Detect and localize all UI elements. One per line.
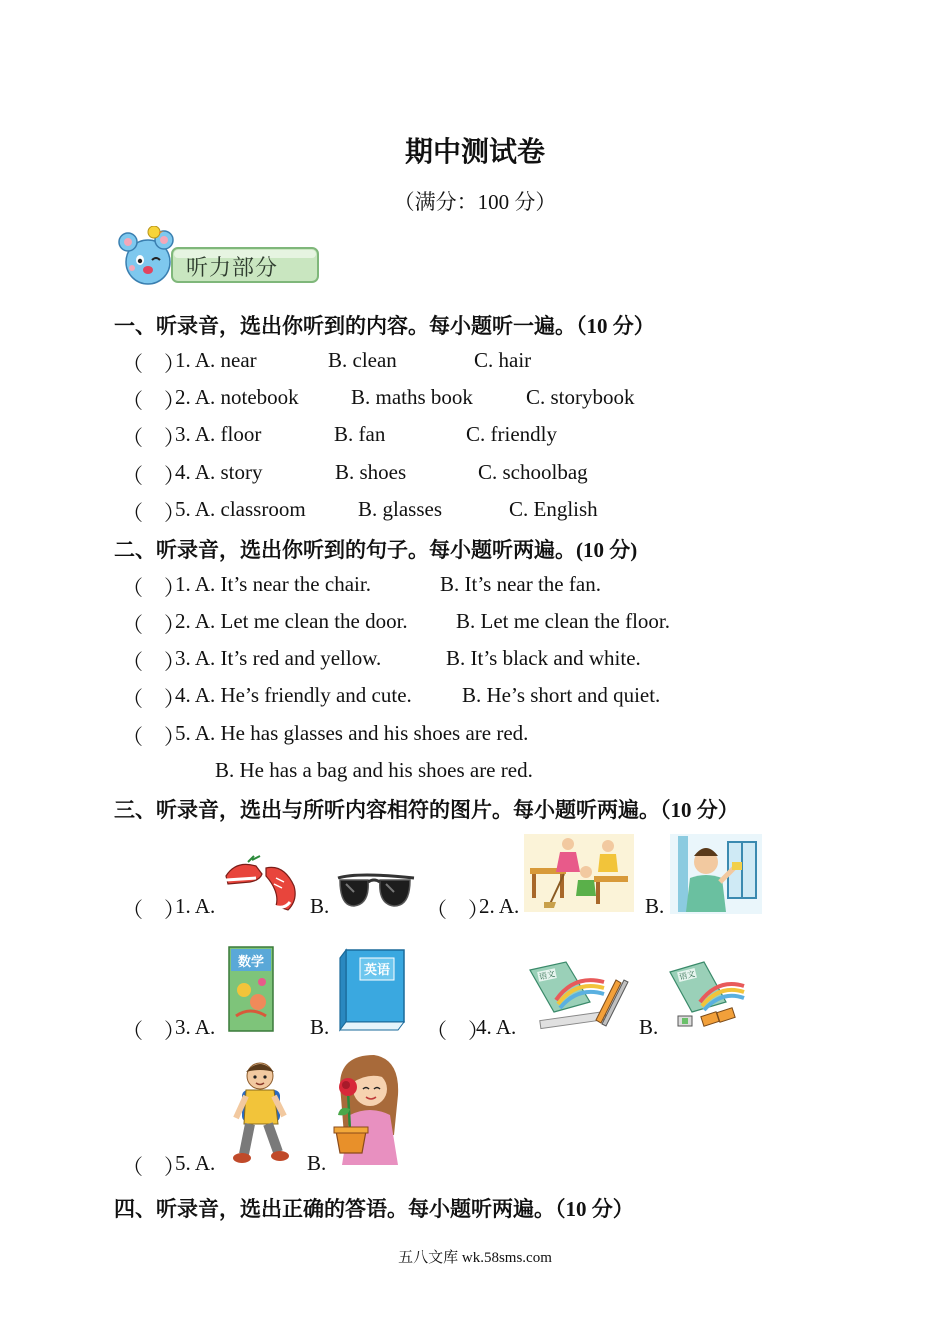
s1-q1-b: B. clean bbox=[328, 348, 397, 372]
section-1-heading: 一、听录音，选出你听到的内容。每小题听一遍。（10 分） bbox=[114, 314, 655, 338]
s3-q5-a: 5. A. bbox=[175, 1151, 216, 1175]
s3-q3-b: B. bbox=[310, 1015, 330, 1039]
s1-q4-a: 4. A. story bbox=[175, 460, 263, 484]
answer-blank: （ ） bbox=[426, 898, 489, 922]
score-note: （满分：100 分） bbox=[393, 190, 557, 214]
chinese-book-title-b: 语文 bbox=[678, 969, 696, 982]
s1-q4-c: C. schoolbag bbox=[478, 460, 588, 484]
classroom-cleaning-picture bbox=[524, 834, 634, 912]
answer-blank: （ ） bbox=[122, 426, 185, 450]
s1-q5-b: B. glasses bbox=[358, 497, 442, 521]
s3-q1-b: B. bbox=[310, 894, 330, 918]
english-book-picture bbox=[338, 946, 408, 1032]
s1-q5-c: C. English bbox=[509, 497, 598, 521]
window-cleaning-picture bbox=[670, 834, 762, 914]
s2-q5-a: 5. A. He has glasses and his shoes are red. bbox=[175, 721, 529, 745]
answer-blank: （ ） bbox=[122, 613, 185, 637]
s2-q4-a: 4. A. He’s friendly and cute. bbox=[175, 683, 412, 707]
s2-q3-b: B. It’s black and white. bbox=[446, 646, 641, 670]
s2-q2-a: 2. A. Let me clean the door. bbox=[175, 609, 408, 633]
s1-q4-b: B. shoes bbox=[335, 460, 407, 484]
s3-q3-a: 3. A. bbox=[175, 1015, 216, 1039]
section-4-heading: 四、听录音，选出正确的答语。每小题听两遍。（10 分） bbox=[114, 1197, 634, 1221]
answer-blank: （ ） bbox=[122, 1019, 185, 1043]
s1-q1-c: C. hair bbox=[474, 348, 532, 372]
s3-q5-b: B. bbox=[307, 1151, 327, 1175]
answer-blank: （ ） bbox=[122, 352, 185, 376]
page-title: 期中测试卷 bbox=[404, 137, 545, 168]
chinese-book-eraser-picture bbox=[666, 960, 756, 1032]
answer-blank: （ ） bbox=[122, 389, 185, 413]
s3-q2-b: B. bbox=[645, 894, 665, 918]
math-book-title: 数学 bbox=[237, 955, 265, 970]
boy-with-schoolbag-picture bbox=[228, 1060, 292, 1168]
s1-q3-c: C. friendly bbox=[466, 422, 557, 446]
s3-q2-a: 2. A. bbox=[479, 894, 520, 918]
shoes-picture bbox=[222, 854, 300, 914]
s2-q2-b: B. Let me clean the floor. bbox=[456, 609, 671, 633]
sunglasses-picture bbox=[336, 870, 416, 914]
girl-with-flower-picture bbox=[330, 1055, 402, 1167]
badge-label: 听力部分 bbox=[186, 256, 279, 281]
answer-blank: （ ） bbox=[122, 898, 185, 922]
s2-q3-a: 3. A. It’s red and yellow. bbox=[175, 646, 382, 670]
english-book-title: 英语 bbox=[363, 963, 391, 978]
chinese-book-title-a: 语文 bbox=[538, 969, 556, 982]
s2-q4-b: B. He’s short and quiet. bbox=[462, 683, 661, 707]
answer-blank: （ ） bbox=[122, 687, 185, 711]
s1-q5-a: 5. A. classroom bbox=[175, 497, 306, 521]
math-book-picture bbox=[228, 946, 274, 1032]
s2-q5-b: B. He has a bag and his shoes are red. bbox=[215, 758, 533, 782]
s2-q1-b: B. It’s near the fan. bbox=[440, 572, 601, 596]
s1-q3-b: B. fan bbox=[334, 422, 386, 446]
chinese-book-pencils-picture bbox=[526, 960, 630, 1032]
s1-q3-a: 3. A. floor bbox=[175, 422, 262, 446]
answer-blank: （ ） bbox=[122, 464, 185, 488]
s3-q4-a: 4. A. bbox=[476, 1015, 517, 1039]
answer-blank: （ ） bbox=[122, 501, 185, 525]
s1-q2-a: 2. A. notebook bbox=[175, 385, 299, 409]
section-3-heading: 三、听录音，选出与所听内容相符的图片。每小题听两遍。（10 分） bbox=[114, 798, 739, 822]
answer-blank: （ ） bbox=[122, 576, 185, 600]
answer-blank: （ ） bbox=[426, 1019, 489, 1043]
s1-q1-a: 1. A. near bbox=[175, 348, 257, 372]
answer-blank: （ ） bbox=[122, 725, 185, 749]
s1-q2-b: B. maths book bbox=[351, 385, 473, 409]
footer-watermark: 五八文库 wk.58sms.com bbox=[398, 1250, 552, 1266]
answer-blank: （ ） bbox=[122, 650, 185, 674]
s2-q1-a: 1. A. It’s near the chair. bbox=[175, 572, 371, 596]
s1-q2-c: C. storybook bbox=[526, 385, 635, 409]
answer-blank: （ ） bbox=[122, 1155, 185, 1179]
s3-q4-b: B. bbox=[639, 1015, 659, 1039]
section-2-heading: 二、听录音，选出你听到的句子。每小题听两遍。(10 分) bbox=[114, 538, 638, 562]
s3-q1-a: 1. A. bbox=[175, 894, 216, 918]
